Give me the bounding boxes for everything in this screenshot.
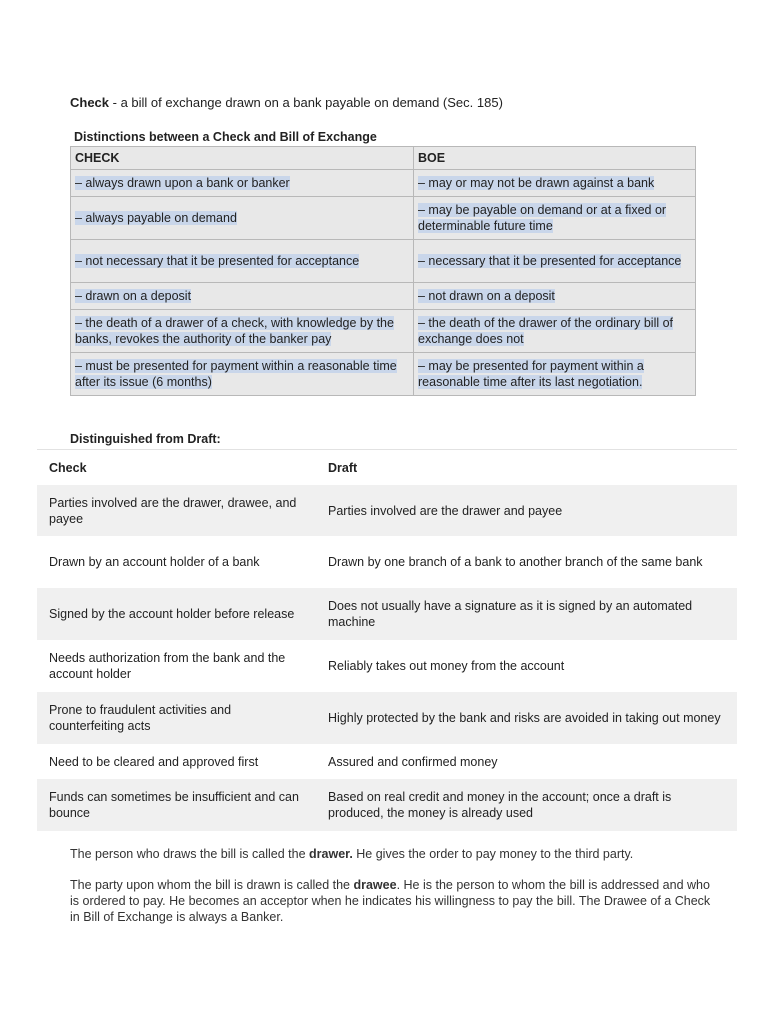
cell-text: – may be presented for payment within a reasonable time after its last negotiation.: [418, 359, 644, 389]
draft-cell: Assured and confirmed money: [316, 744, 737, 779]
cell-text: – the death of a drawer of a check, with knowledge by the banks, revokes the authority of the banker pay: [75, 316, 394, 346]
table-row: [71, 240, 696, 283]
draft-cell: Reliably takes out money from the account: [316, 640, 737, 692]
check-vs-boe-table: [70, 146, 696, 396]
cell-text: – not necessary that it be presented for acceptance: [75, 254, 360, 268]
check-vs-draft-table: [37, 449, 737, 831]
check-cell: Prone to fraudulent activities and counterfeiting acts: [37, 692, 316, 744]
cell-text: – necessary that it be presented for acceptance: [418, 254, 682, 268]
para-text: . He is the person to whom the bill is addressed and who is ordered to pay. He becomes an acceptor when he indicates his willingness to pay the bill. The Drawee of a Check in Bill of Exchange is always a Banker.: [70, 878, 711, 924]
cell-text: – may or may not be drawn against a bank: [418, 176, 655, 190]
draft-cell: Highly protected by the bank and risks are avoided in taking out money: [316, 692, 737, 744]
check-cell: [71, 240, 414, 283]
table-row: [71, 283, 696, 310]
draft-cell: Parties involved are the drawer and payee: [316, 485, 737, 536]
check-definition: [70, 95, 503, 110]
check-vs-draft-title: Distinguished from Draft:: [70, 432, 221, 446]
table-header-row: [37, 450, 737, 486]
boe-cell: [414, 353, 696, 396]
definition-text: - a bill of exchange drawn on a bank payable on demand (Sec. 185): [109, 95, 503, 110]
boe-cell: [414, 310, 696, 353]
check-cell: Need to be cleared and approved first: [37, 744, 316, 779]
boe-cell: [414, 240, 696, 283]
table-row: [71, 170, 696, 197]
cell-text: – drawn on a deposit: [75, 289, 192, 303]
cell-text: – always payable on demand: [75, 211, 237, 225]
drawer-paragraph: [70, 846, 720, 862]
table-row: [37, 640, 737, 692]
check-cell: [71, 310, 414, 353]
boe-cell: [414, 197, 696, 240]
cell-text: – may be payable on demand or at a fixed or determinable future time: [418, 203, 667, 233]
drawee-paragraph: [70, 877, 720, 925]
table-header-row: [71, 147, 696, 170]
table-row: [37, 588, 737, 640]
table-row: [37, 536, 737, 588]
table-row: [37, 744, 737, 779]
check-cell: [71, 170, 414, 197]
column-header-draft: Draft: [316, 450, 737, 486]
para-text: He gives the order to pay money to the third party.: [352, 847, 634, 861]
para-text: The person who draws the bill is called the: [70, 847, 310, 861]
definition-term: Check: [70, 95, 110, 110]
boe-cell: [414, 170, 696, 197]
check-cell: Funds can sometimes be insufficient and can bounce: [37, 779, 316, 831]
draft-cell: Drawn by one branch of a bank to another branch of the same bank: [316, 536, 737, 588]
check-cell: Parties involved are the drawer, drawee, and payee: [37, 485, 316, 536]
para-text: The party upon whom the bill is drawn is called the: [70, 878, 354, 892]
check-cell: Drawn by an account holder of a bank: [37, 536, 316, 588]
cell-text: – not drawn on a deposit: [418, 289, 555, 303]
table-row: [71, 310, 696, 353]
check-cell: Signed by the account holder before release: [37, 588, 316, 640]
column-header-check: CHECK: [71, 147, 414, 170]
check-cell: [71, 353, 414, 396]
draft-cell: Does not usually have a signature as it is signed by an automated machine: [316, 588, 737, 640]
column-header-boe: BOE: [414, 147, 696, 170]
check-cell: [71, 283, 414, 310]
drawer-term: drawer.: [309, 847, 353, 861]
cell-text: – must be presented for payment within a reasonable time after its issue (6 months): [75, 359, 397, 389]
check-vs-boe-title: Distinctions between a Check and Bill of Exchange: [74, 130, 377, 144]
drawee-term: drawee: [353, 878, 397, 892]
column-header-check: Check: [37, 450, 316, 486]
table-row: [71, 353, 696, 396]
check-cell: Needs authorization from the bank and the account holder: [37, 640, 316, 692]
table-row: [71, 197, 696, 240]
cell-text: – always drawn upon a bank or banker: [75, 176, 290, 190]
cell-text: – the death of the drawer of the ordinary bill of exchange does not: [418, 316, 674, 346]
table-row: [37, 485, 737, 536]
table-row: [37, 779, 737, 831]
boe-cell: [414, 283, 696, 310]
draft-cell: Based on real credit and money in the account; once a draft is produced, the money is already used: [316, 779, 737, 831]
table-row: [37, 692, 737, 744]
check-cell: [71, 197, 414, 240]
